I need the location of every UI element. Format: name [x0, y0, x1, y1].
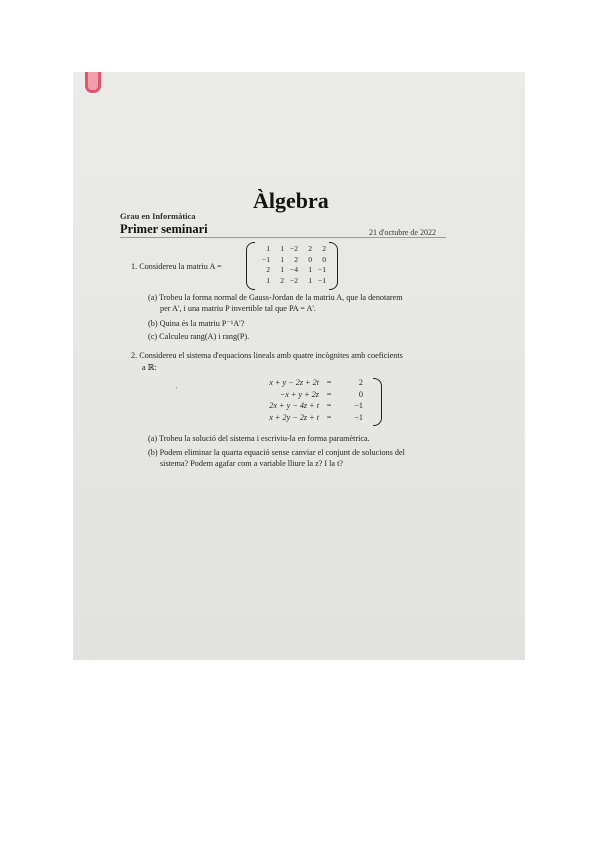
equation-lhs: x + 2y − 2z + t: [269, 412, 319, 422]
equation-row: [245, 413, 363, 425]
equals-sign: =: [326, 412, 332, 422]
equals-sign: =: [326, 401, 332, 410]
matrix-cell: 2: [266, 265, 270, 274]
matrix-right-paren: [329, 242, 338, 290]
problem-1-item-a-cont: per A', i una matriu P invertible tal que PA = A'.: [160, 304, 316, 313]
problem-2-lead-cont: a ℝ:: [142, 363, 157, 372]
matrix-cell: 2: [308, 244, 312, 253]
matrix-cell: −2: [289, 244, 298, 253]
equation-rhs: 0: [358, 389, 363, 399]
problem-1-item-a: (a) Trobeu la forma normal de Gauss-Jordan de la matriu A, que la denotarem: [148, 293, 403, 302]
scanned-page-photo: [73, 72, 525, 660]
pencil-mark: ʻ: [175, 385, 178, 394]
matrix-cell: 1: [308, 265, 312, 274]
matrix-cell: 1: [266, 275, 270, 285]
equation-lhs: 2x + y − 4z + t: [269, 401, 319, 410]
problem-2-item-a: (a) Trobeu la solució del sistema i escriviu-la en forma paramètrica.: [148, 434, 370, 443]
matrix-cell: 2: [294, 254, 298, 264]
matrix-cell: 1: [280, 244, 284, 253]
matrix-cell: −2: [289, 275, 298, 285]
problem-1-lead: 1. Considereu la matriu A =: [131, 262, 222, 271]
equals-sign: =: [326, 389, 332, 399]
equation-row: [245, 390, 363, 402]
matrix-cell: 1: [266, 244, 270, 253]
matrix-cell: 1: [280, 254, 284, 264]
header-divider: [120, 237, 446, 238]
matrix-cell: 2: [322, 244, 326, 253]
seminar-heading: Primer seminari: [120, 222, 208, 236]
matrix-left-paren: [246, 242, 255, 290]
equation-row: [245, 378, 363, 390]
matrix-cell: 0: [322, 254, 326, 264]
problem-2-item-b-cont: sistema? Podem agafar com a variable lliure la z? I la t?: [160, 459, 343, 468]
equation-lhs: x + y − 2z + 2t: [269, 378, 319, 387]
problem-2-item-b: (b) Podem eliminar la quarta equació sense canviar el conjunt de solucions del: [148, 448, 405, 457]
problem-1-item-c: (c) Calculeu rang(A) i rang(P).: [148, 332, 250, 341]
matrix-grid: [256, 244, 326, 286]
equation-system: [245, 378, 363, 424]
exam-sheet: [73, 72, 525, 660]
matrix-cell: 2: [280, 275, 284, 285]
matrix-cell: 0: [308, 254, 312, 264]
date-label: 21 d'octubre de 2022: [369, 228, 436, 237]
degree-label: Grau en Informàtica: [120, 211, 196, 221]
matrix-cell: −1: [317, 265, 326, 274]
matrix-cell: −4: [289, 265, 298, 274]
matrix-cell: −1: [317, 275, 326, 285]
matrix-cell: 1: [280, 265, 284, 274]
matrix-cell: 1: [308, 275, 312, 285]
system-brace: [373, 378, 382, 426]
page-title: Àlgebra: [253, 188, 329, 213]
problem-2-lead: 2. Considereu el sistema d'equacions lineals amb quatre incògnites amb coeficients: [131, 351, 403, 360]
problem-1-item-b: (b) Quina és la matriu P⁻¹A'?: [148, 319, 245, 328]
equation-lhs: −x + y + 2z: [279, 389, 319, 399]
equals-sign: =: [326, 378, 332, 387]
matrix-cell: −1: [261, 254, 270, 264]
equation-rhs: −1: [354, 401, 363, 410]
equation-rhs: −1: [354, 412, 363, 422]
matrix-a: [246, 242, 338, 288]
equation-rhs: 2: [358, 378, 363, 387]
equation-row: [245, 401, 363, 413]
